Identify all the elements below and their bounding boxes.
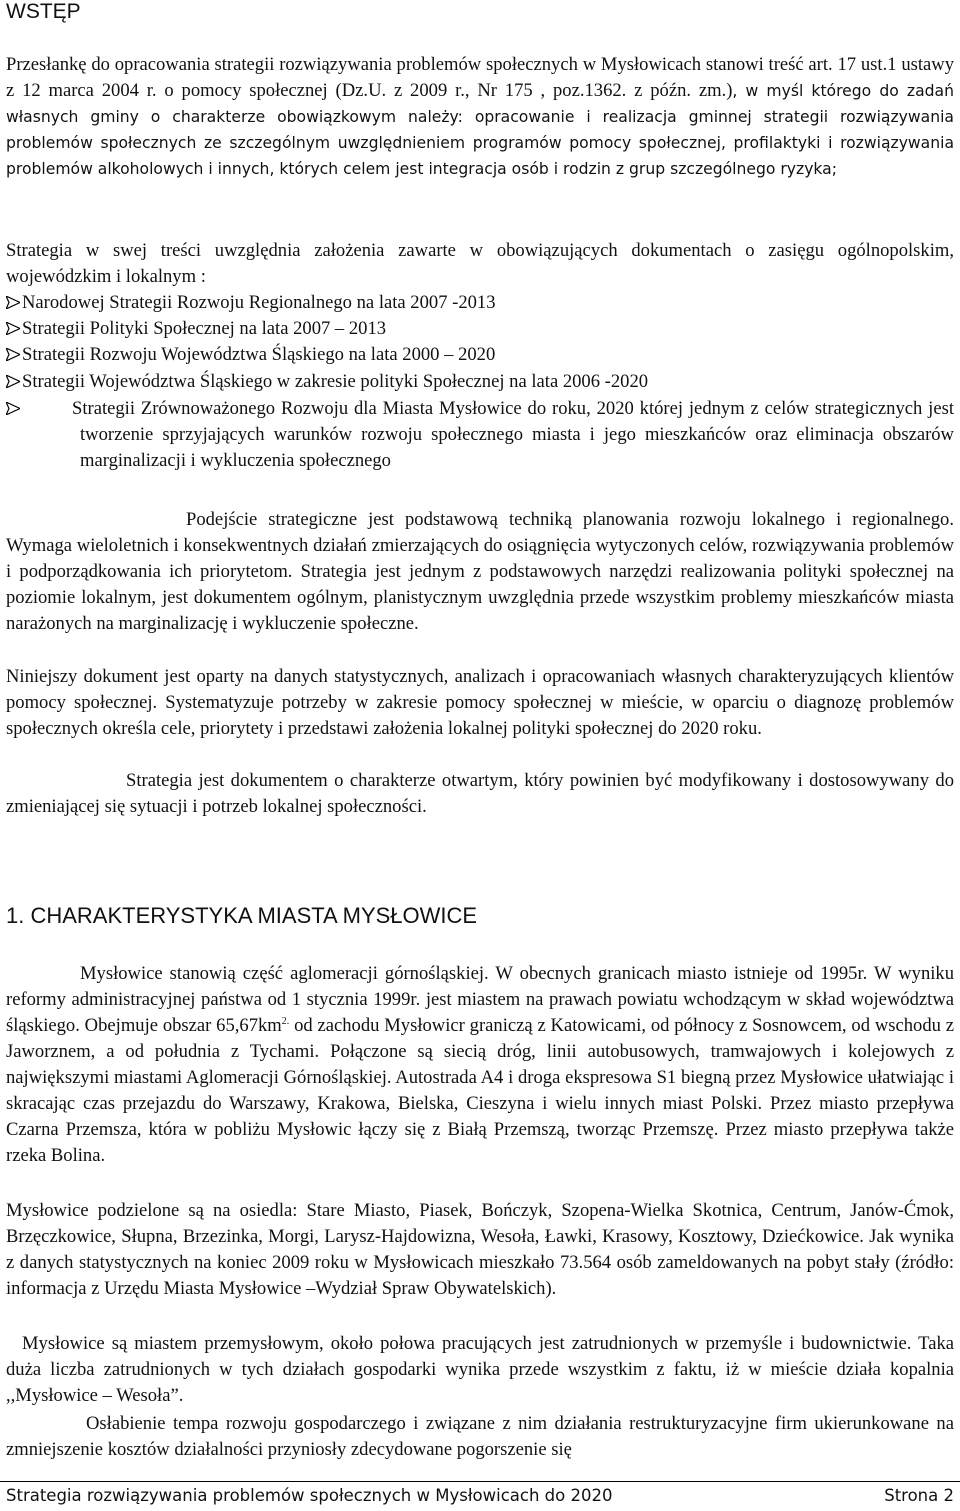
list-item — [6, 316, 954, 342]
list-item — [6, 342, 954, 368]
section-1-paragraph-1-part-b: od zachodu Mysłowicr graniczą z Katowicami, od północy z Sosnowcem, od wschodu z Jaworznem, a od południa z Tychami. Połączone są siecią dróg, linii autobusowych, tramwajowych i kolejowych z największymi miastami Aglomeracji Górnośląskiej. Autostrada A4 i droga ekspresowa S1 biegną przez Mysłowice ułatwiając i skracając czas przejazdu do Warszawy, Krakowa, Bielska, Cieszyna i wielu innych miast Polski. Przez miasto przepływa Czarna Przemsza, która w pobliżu Mysłowic łączy się z Białą Przemszą, tworząc Przemszę. Przez miasto przepływa także rzeka Bolina. — [6, 1015, 954, 1166]
list-item — [6, 396, 954, 475]
footer-page-number: Strona 2 — [884, 1486, 954, 1505]
arrowhead-bullet-icon — [6, 322, 20, 335]
intro-paragraph-3: Podejście strategiczne jest podstawową techniką planowania rozwoju lokalnego i regionalnego. Wymaga wieloletnich i konsekwentnych działań zmierzających do osiągnięcia wytyczonych celów, rozwiązywania problemów i podporządkowania ich priorytetom. Strategia jest jednym z podstawowych narzędzi realizowania polityki społecznej na poziomie lokalnym, jest dokumentem ogólnym, planistycznym uwzględnia przede wszystkim problemy mieszkańców miasta narażonych na marginalizację i wykluczenie społeczne. — [6, 509, 954, 634]
section-1-paragraph-2: Mysłowice podzielone są na osiedla: Stare Miasto, Piasek, Bończyk, Szopena-Wielka Skotnica, Centrum, Janów-Ćmok, Brzęczkowice, Słupna, Brzezinka, Morgi, Larysz-Hajdowizna, Wesoła, Ławki, Krasowy, Kosztowy, Dziećkowice. Jak wynika z danych statystycznych na koniec 2009 roku w Mysłowicach mieszkało 73.564 osób zameldowanych na pobyt stały (źródło: informacja z Urzędu Miasta Mysłowice –Wydział Spraw Obywatelskich). — [6, 1200, 954, 1299]
list-item-label: Narodowej Strategii Rozwoju Regionalnego na lata 2007 -2013 — [22, 292, 496, 313]
footer-divider — [0, 1481, 960, 1482]
page-footer — [6, 1484, 954, 1508]
section-1-paragraph-1-part-a: Mysłowice stanowią część aglomeracji górnośląskiej. W obecnych granicach miasto istnieje od 1995r. W wyniku reformy administracyjnej państwa od 1 stycznia 1999r. jest miastem na prawach powiatu wchodzącym w skład województwa śląskiego. Obejmuje obszar 65,67km — [6, 963, 954, 1036]
list-item — [6, 290, 954, 316]
intro-paragraph-1-part-b: , w myśl którego do zadań własnych gminy o charakterze obowiązkowym należy: opracowanie i realizacja gminnej strategii rozwiązywania problemów społecznych ze szczególnym uwzględnieniem programów pomocy społecznej, profilaktyki i rozwiązywania problemów alkoholowych i innych, których celem jest integracja osób i rodzin z grup szczególnego ryzyka; — [6, 82, 954, 178]
intro-paragraph-1-part-a: Przesłankę do opracowania strategii rozwiązywania problemów społecznych w Mysłowicach stanowi treść art. 17 ust.1 ustawy z 12 marca 2004 r. o pomocy społecznej (Dz.U. z 2009 r., Nr 175 , poz.1362. z późn. zm.) — [6, 54, 954, 101]
list-item-label: Strategii Województwa Śląskiego w zakresie polityki Społecznej na lata 2006 -2020 — [22, 370, 649, 392]
section-1-paragraph-3: Mysłowice są miastem przemysłowym, około połowa pracujących jest zatrudnionych w przemyśle i budownictwie. Taka duża liczba zatrudnionych w tych działach gospodarki wynika przede wszystkim z faktu, iż w mieście działa kopalnia ,,Mysłowice – Wesoła”. — [6, 1333, 954, 1406]
footer-title: Strategia rozwiązywania problemów społecznych w Mysłowicach do 2020 — [6, 1486, 613, 1505]
list-item-label: Strategii Zrównoważonego Rozwoju dla Miasta Mysłowice do roku, 2020 której jednym z celów strategicznych jest tworzenie sprzyjających warunków rozwoju społecznego miasta i jego mieszkańców oraz eliminacja obszarów marginalizacji i wykluczenia społecznego — [72, 397, 954, 472]
reference-documents-list — [6, 290, 954, 474]
arrowhead-bullet-icon — [6, 296, 20, 309]
superscript: 2. — [281, 1015, 290, 1027]
intro-paragraph-2: Strategia w swej treści uwzględnia założenia zawarte w obowiązujących dokumentach o zasięgu ogólnopolskim, wojewódzkim i lokalnym : — [6, 240, 954, 287]
arrowhead-bullet-icon — [6, 375, 20, 388]
list-item-label: Strategii Rozwoju Województwa Śląskiego na lata 2000 – 2020 — [22, 344, 496, 366]
section-1-paragraph-4: Osłabienie tempa rozwoju gospodarczego i związane z nim działania restrukturyzacyjne firm ukierunkowane na zmniejszenie kosztów działalności przyniosły zdecydowane pogorszenie się — [6, 1413, 954, 1460]
intro-paragraph-1 — [6, 52, 954, 182]
intro-heading: WSTĘP — [6, 0, 81, 23]
intro-paragraph-5: Strategia jest dokumentem o charakterze otwartym, który powinien być modyfikowany i dostosowywany do zmieniającej się sytuacji i potrzeb lokalnej społeczności. — [6, 770, 954, 817]
intro-paragraph-4: Niniejszy dokument jest oparty na danych statystycznych, analizach i opracowaniach własnych charakteryzujących klientów pomocy społecznej. Systematyzuje potrzeby w zakresie pomocy społecznej w mieście, w oparciu o diagnozę problemów społecznych określa cele, priorytety i przedstawi założenia lokalnej polityki społecznej do 2020 roku. — [6, 666, 954, 739]
arrowhead-bullet-icon — [6, 402, 20, 415]
list-item — [6, 369, 954, 395]
section-1-heading: 1. CHARAKTERYSTYKA MIASTA MYSŁOWICE — [6, 903, 478, 928]
section-1-paragraph-1 — [6, 961, 954, 1169]
arrowhead-bullet-icon — [6, 348, 20, 361]
list-item-label: Strategii Polityki Społecznej na lata 2007 – 2013 — [22, 318, 387, 340]
